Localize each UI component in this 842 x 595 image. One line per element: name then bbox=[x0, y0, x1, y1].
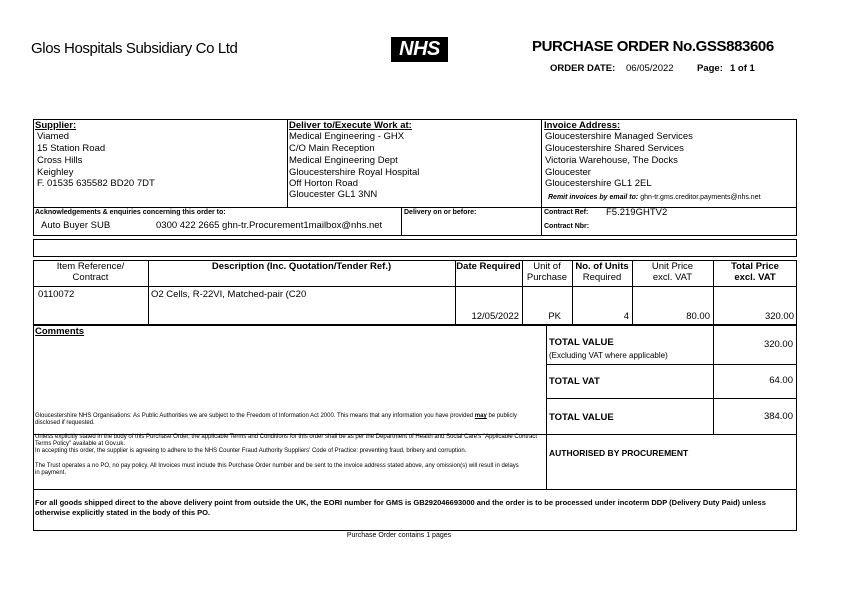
enquiries-phone-email[interactable]: 0300 422 2665 ghn-tr.Procurement1mailbox@nhs.net bbox=[156, 220, 383, 231]
po-title bbox=[532, 38, 774, 55]
remit-line bbox=[548, 194, 761, 202]
row-unit: PK bbox=[548, 311, 561, 322]
th-date-required: Date Required bbox=[456, 261, 521, 272]
deliver-line: Off Horton Road bbox=[289, 178, 359, 189]
order-date-label: ORDER DATE: bbox=[550, 63, 616, 74]
enquiries-label: Acknowledgements & enquiries concerning this order to: bbox=[35, 209, 226, 216]
th-total-price bbox=[713, 262, 797, 284]
th-no-units bbox=[572, 262, 632, 284]
foi-notice bbox=[35, 413, 540, 427]
authorised-label: AUTHORISED BY PROCUREMENT bbox=[549, 448, 689, 458]
th-line: Contract bbox=[72, 271, 109, 283]
deliver-heading: Deliver to/Execute Work at: bbox=[289, 120, 412, 131]
divider bbox=[546, 398, 797, 399]
invoice-line: Gloucestershire Managed Services bbox=[545, 131, 693, 142]
delivery-label: Delivery on or before: bbox=[404, 209, 477, 216]
row-total-price: 320.00 bbox=[764, 311, 794, 322]
divider bbox=[546, 325, 547, 489]
row-unit-price: 80.00 bbox=[686, 311, 710, 322]
supplier-heading: Supplier: bbox=[35, 120, 77, 131]
th-line: Unit Price bbox=[651, 261, 694, 272]
deliver-line: Gloucestershire Royal Hospital bbox=[289, 167, 420, 178]
row-no-units: 4 bbox=[623, 311, 629, 322]
th-line: Total Price bbox=[731, 261, 779, 272]
th-line: excl. VAT bbox=[734, 271, 776, 283]
spacer-band bbox=[33, 239, 797, 257]
th-line: Required bbox=[582, 271, 622, 283]
row-description: O2 Cells, R-22VI, Matched-pair (C20 bbox=[151, 289, 307, 300]
divider bbox=[541, 119, 542, 207]
fraud-notice: In accepting this order, the supplier is agreeing to adhere to the NHS Counter Fraud Authority Suppliers' Code of Practice: preventing fraud, bribery and corruption. bbox=[35, 448, 467, 454]
total-vat-label: TOTAL VAT bbox=[549, 376, 600, 387]
order-date: 06/05/2022 bbox=[626, 63, 674, 74]
th-unit-price bbox=[632, 262, 713, 284]
deliver-line: Medical Engineering Dept bbox=[289, 155, 398, 166]
grand-total: 384.00 bbox=[763, 411, 793, 422]
th-line: Unit of bbox=[533, 261, 561, 272]
supplier-line: 15 Station Road bbox=[37, 143, 106, 154]
deliver-line: C/O Main Reception bbox=[289, 143, 375, 154]
comments-heading: Comments bbox=[35, 326, 85, 337]
supplier-line: Keighley bbox=[37, 167, 74, 178]
th-line: Purchase bbox=[526, 271, 568, 283]
invoice-line: Gloucestershire Shared Services bbox=[545, 143, 684, 154]
deliver-line: Medical Engineering - GHX bbox=[289, 131, 405, 142]
grand-total-label: TOTAL VALUE bbox=[549, 412, 614, 423]
contract-ref-label: Contract Ref: bbox=[544, 209, 589, 216]
company-name: Glos Hospitals Subsidiary Co Ltd bbox=[31, 40, 238, 57]
total-vat: 64.00 bbox=[769, 375, 793, 386]
th-unit bbox=[522, 262, 572, 284]
no-po-notice: The Trust operates a no PO, no pay policy. All Invoices must include this Purchase Order number and be sent to the invoice address stated above, any omission(s) will result in delays in payment. bbox=[35, 463, 519, 476]
total-value: 320.00 bbox=[763, 339, 793, 350]
contract-ref: F5.219GHTV2 bbox=[606, 207, 668, 218]
page-label: Page: bbox=[697, 63, 723, 74]
remit-label: Remit invoices by email to: bbox=[548, 194, 639, 201]
foi-post: be publicly disclosed if requested. bbox=[35, 413, 517, 426]
total-value-sub: (Excluding VAT where applicable) bbox=[549, 351, 668, 360]
th-item-ref bbox=[33, 262, 148, 284]
foi-may: may bbox=[474, 413, 487, 419]
invoice-line: Gloucestershire GL1 2EL bbox=[545, 178, 652, 189]
row-item-ref: 0110072 bbox=[38, 289, 75, 300]
deliver-line: Gloucester GL1 3NN bbox=[289, 189, 378, 200]
supplier-line: Viamed bbox=[37, 131, 70, 142]
th-line: Item Reference/ bbox=[56, 261, 125, 272]
th-line: excl. VAT bbox=[652, 271, 693, 283]
page-value: 1 of 1 bbox=[730, 63, 755, 74]
divider bbox=[546, 364, 797, 365]
divider bbox=[541, 207, 542, 236]
eori-notice: For all goods shipped direct to the above delivery point from outside the UK, the EORI number for GMS is GB292046693000 and the order is to be processed under incoterm DDP (Delivery Duty Paid) unless otherwise explicitly stated in the body of this PO. bbox=[35, 498, 766, 517]
th-line: No. of Units bbox=[575, 261, 629, 272]
pages-note: Purchase Order contains 1 pages bbox=[346, 532, 452, 539]
divider bbox=[401, 207, 402, 236]
divider bbox=[33, 489, 797, 490]
contract-nbr-label: Contract Nbr: bbox=[544, 223, 590, 230]
foi-pre: Gloucestershire NHS Organisations: As Public Authorities we are subject to the Freedom of Information Act 2000. This means that any information you have provided bbox=[35, 413, 474, 419]
po-number: GSS883606 bbox=[695, 38, 774, 55]
total-value-label: TOTAL VALUE bbox=[549, 337, 614, 348]
divider bbox=[33, 207, 797, 208]
enquiries-contact: Auto Buyer SUB bbox=[41, 220, 111, 231]
invoice-heading: Invoice Address: bbox=[544, 120, 621, 131]
terms-notice: Unless explicitly stated in the body of this Purchase Order, the applicable Terms and Conditions for this order shall be as per the Department of Health and Social Care's "Applicable Contract Terms Policy" available at Gov.uk. bbox=[35, 434, 538, 447]
invoice-line: Victoria Warehouse, The Docks bbox=[545, 155, 678, 166]
th-description: Description (Inc. Quotation/Tender Ref.) bbox=[211, 261, 392, 272]
remit-email[interactable]: ghn-tr.gms.creditor.payments@nhs.net bbox=[640, 194, 761, 201]
supplier-line: Cross Hills bbox=[37, 155, 83, 166]
po-title-label: PURCHASE ORDER No. bbox=[532, 38, 696, 55]
divider bbox=[287, 119, 288, 207]
row-date-required: 12/05/2022 bbox=[471, 311, 519, 322]
invoice-line: Gloucester bbox=[545, 167, 591, 178]
supplier-line: F. 01535 635582 BD20 7DT bbox=[37, 178, 155, 189]
nhs-logo: NHS bbox=[391, 37, 448, 62]
